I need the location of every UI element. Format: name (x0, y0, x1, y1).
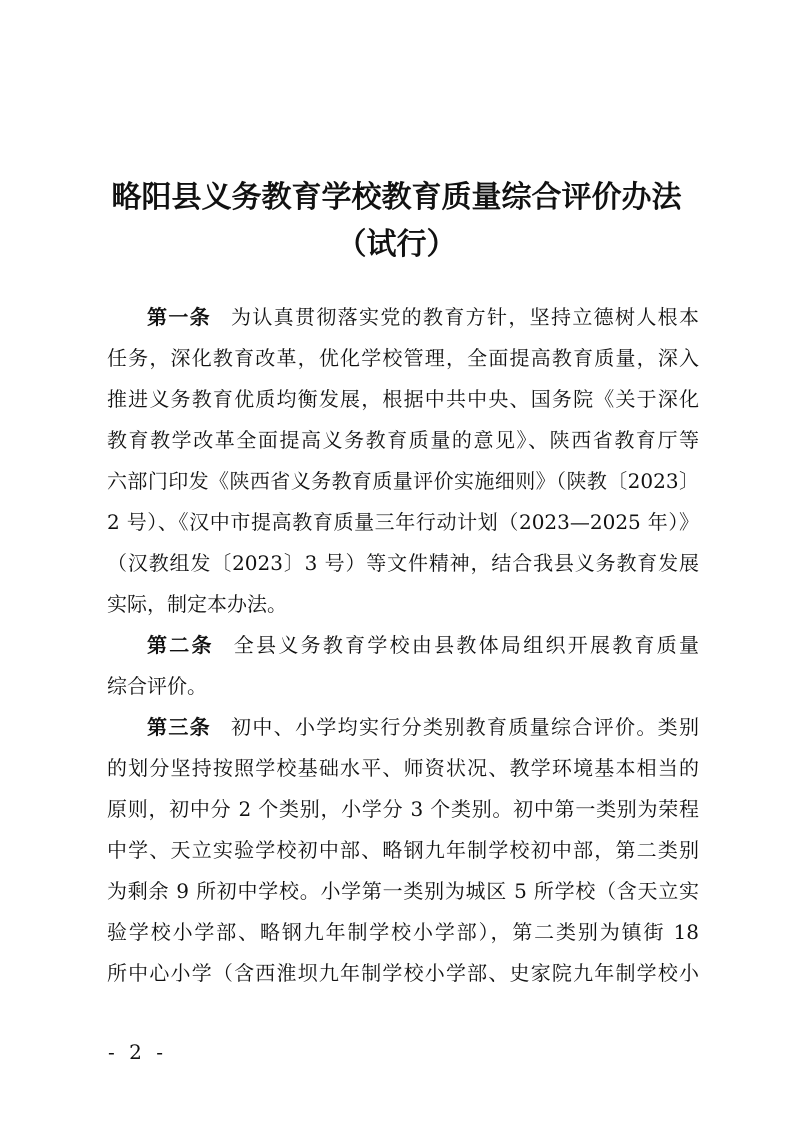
article-1-line: 教育教学改革全面提高义务教育质量的意见》、陕西省教育厅等 (107, 428, 699, 452)
article-3-line: 验学校小学部、略钢九年制学校小学部），第二类别为镇街 18 (107, 920, 699, 944)
document-body (107, 297, 699, 994)
article-3-line: 所中心小学（含西淮坝九年制学校小学部、史家院九年制学校小 (107, 961, 699, 985)
document-subtitle: （试行） (336, 227, 457, 262)
article-text: 全县义务教育学校由县教体局组织开展教育质量 (233, 633, 700, 657)
article-1-line: 推进义务教育优质均衡发展，根据中共中央、国务院《关于深化 (107, 387, 699, 411)
article-3-line (107, 707, 699, 748)
article-3-line: 的划分坚持按照学校基础水平、师资状况、教学环境基本相当的 (107, 756, 699, 780)
document-title: 略阳县义务教育学校教育质量综合评价办法 (111, 180, 682, 215)
article-label: 第一条 (147, 305, 211, 329)
article-1-line: 六部门印发《陕西省义务教育质量评价实施细则》（陕教〔2023〕 (107, 469, 699, 493)
article-3-line: 为剩余 9 所初中学校。小学第一类别为城区 5 所学校（含天立实 (107, 879, 699, 903)
article-label: 第三条 (147, 715, 211, 739)
article-1-line: 任务，深化教育改革，优化学校管理，全面提高教育质量，深入 (107, 346, 699, 370)
article-2-line (107, 625, 699, 666)
article-3-line: 原则，初中分 2 个类别，小学分 3 个类别。初中第一类别为荣程 (107, 797, 699, 821)
article-1-line: 2 号）、《汉中市提高教育质量三年行动计划（2023—2025 年）》 (107, 510, 699, 534)
article-text: 初中、小学均实行分类别教育质量综合评价。类别 (231, 715, 699, 739)
page-number: - 2 - (108, 1040, 167, 1064)
article-1-line: 实际，制定本办法。 (107, 592, 287, 616)
article-text: 为认真贯彻落实党的教育方针，坚持立德树人根本 (231, 305, 699, 329)
article-1-line: （汉教组发〔2023〕3 号）等文件精神，结合我县义务教育发展 (107, 551, 699, 575)
article-2-line: 综合评价。 (107, 674, 207, 698)
article-label: 第二条 (147, 633, 214, 657)
article-1-line (107, 297, 699, 338)
article-3-line: 中学、天立实验学校初中部、略钢九年制学校初中部，第二类别 (107, 838, 699, 862)
